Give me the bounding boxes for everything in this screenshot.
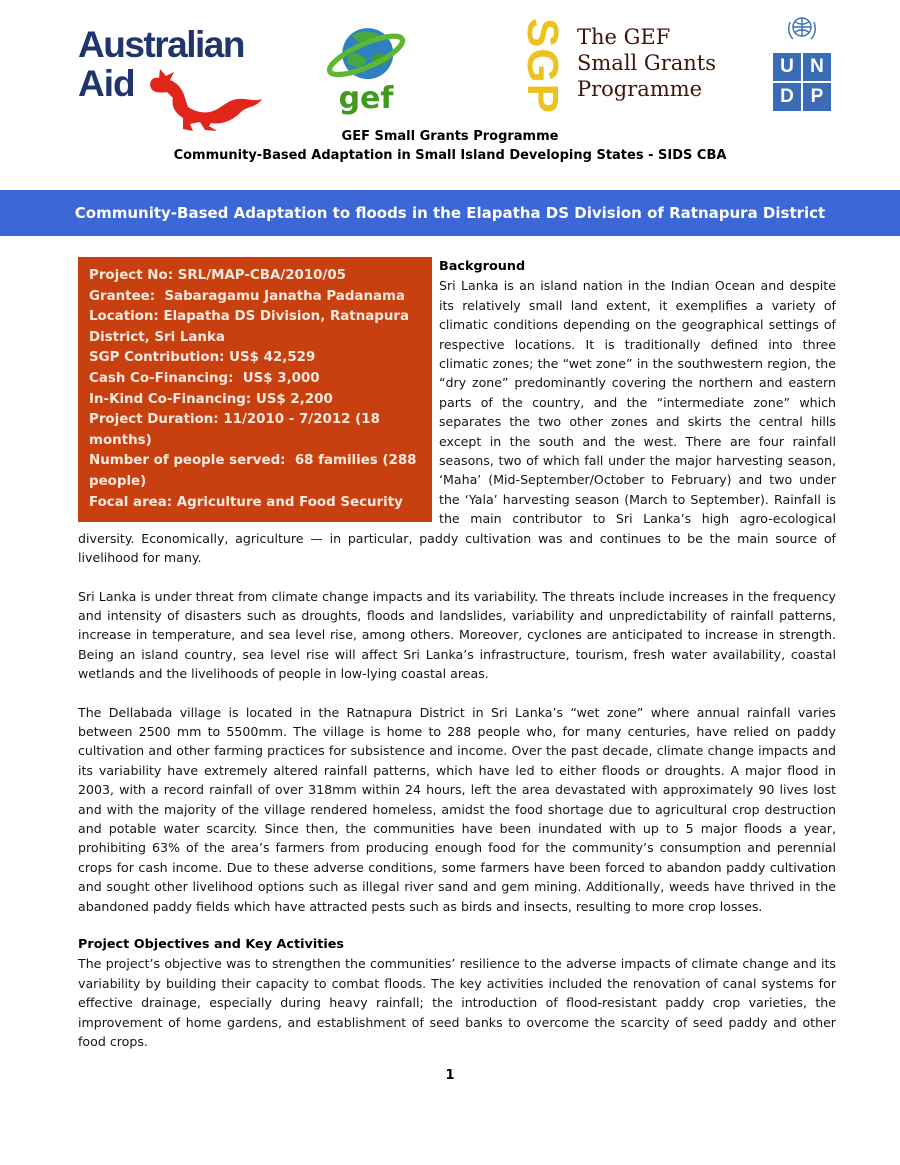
un-emblem-icon bbox=[784, 12, 820, 48]
banner-title: Community-Based Adaptation to floods in the Elapatha DS Division of Ratnapura District bbox=[74, 204, 826, 222]
undp-letter-grid bbox=[770, 53, 834, 111]
programme-title bbox=[0, 127, 900, 165]
page-number: 1 bbox=[445, 1068, 455, 1083]
undp-letter-u: U bbox=[773, 53, 801, 81]
undp-letter-p: P bbox=[803, 83, 831, 111]
kangaroo-icon bbox=[145, 66, 265, 132]
background-heading: Background bbox=[439, 259, 526, 274]
australian-aid-logo bbox=[78, 26, 265, 132]
sgp-wordmark-line3: Programme bbox=[577, 77, 703, 101]
sgp-wordmark-line2: Small Grants bbox=[577, 51, 717, 75]
background-paragraph-1: Sri Lanka is an island nation in the Indian Ocean and despite its relatively small land extent, it exemplifies a variety of climatic conditions depending on the geographical settings of respective locations. It is traditionally defined into three climatic zones; the “wet zone” in the southwestern region, the “dry zone” predominantly covering the northern and eastern parts of the country, and the “intermediate zone” which separates the two other zones and skirts the central hills except in the south and the west. There are four rainfall seasons, two of which fall under the major harvesting season, ‘Maha’ (Mid-September/October to February) and two under the ‘Yala’ harvesting season (March to September). Rainfall is the main contributor to Sri Lanka’s high agro-ecological diversity. Economically, agriculture — in particular, paddy cultivation was and continues to be the main source of livelihood for many. bbox=[78, 278, 836, 566]
australian-aid-wordmark-line1: Australian bbox=[78, 24, 244, 65]
location-line: Location: Elapatha DS Division, Ratnapura District, Sri Lanka bbox=[89, 309, 414, 345]
title-banner bbox=[0, 190, 900, 236]
background-paragraph-2: Sri Lanka is under threat from climate change impacts and its variability. The threats include increases in the frequency and intensity of disasters such as droughts, floods and landslides, variability and unpredictability of rainfall patterns, increase in temperature, and sea level rise, among others. Moreover, cyclones are anticipated to increase in strength. Being an island country, sea level rise will affect Sri Lanka’s infrastructure, tourism, fresh water availability, coastal wetlands and the livelihoods of people in low-lying coastal areas. bbox=[78, 588, 836, 682]
project-no-line: Project No: SRL/MAP-CBA/2010/05 bbox=[89, 268, 346, 283]
objectives-heading: Project Objectives and Key Activities bbox=[78, 937, 345, 952]
undp-logo bbox=[770, 12, 834, 111]
grantee-line: Grantee: Sabaragamu Janatha Padanama bbox=[89, 288, 406, 304]
undp-letter-d: D bbox=[773, 83, 801, 111]
programme-title-line2: Community-Based Adaptation in Small Island Developing States - SIDS CBA bbox=[173, 148, 727, 163]
inkind-cofinancing-line: In-Kind Co-Financing: US$ 2,200 bbox=[89, 391, 333, 407]
programme-title-line1: GEF Small Grants Programme bbox=[341, 129, 559, 144]
project-info-box bbox=[78, 257, 432, 522]
people-served-line: Number of people served: 68 families (288 people) bbox=[89, 453, 422, 489]
cash-cofinancing-line: Cash Co-Financing: US$ 3,000 bbox=[89, 370, 320, 386]
sgp-wordmark-line1: The GEF bbox=[577, 25, 671, 49]
objectives-paragraph: The project’s objective was to strengthen the communities’ resilience to the adverse impacts of climate change and its variability by building their capacity to combat floods. The key activities included the renovation of canal systems for effective drainage, especially during heavy rainfall; the introduction of flood-resistant paddy crop varieties, the improvement of home gardens, and establishment of seed banks to overcome the scarcity of seed paddy and other food crops. bbox=[78, 956, 836, 1050]
project-duration-line: Project Duration: 11/2010 - 7/2012 (18 months) bbox=[89, 412, 385, 448]
sgp-wordmark bbox=[577, 24, 767, 102]
undp-letter-n: N bbox=[803, 53, 831, 81]
gef-logo bbox=[322, 18, 410, 116]
document-body bbox=[78, 257, 836, 1070]
background-paragraph-3: The Dellabada village is located in the Ratnapura District in Sri Lanka’s “wet zone” where annual rainfall varies between 2500 mm to 5500mm. The village is home to 288 people who, for many centuries, have relied on paddy cultivation and other farming practices for subsistence and income. Over the past decade, climate change impacts and its variability have extremely altered rainfall patterns, which have led to either floods or droughts. A major flood in 2003, with a record rainfall of over 318mm within 24 hours, left the area devastated with approximately 90 lives lost and with the majority of the village rendered homeless, amidst the food shortage due to agricultural crop destruction and potable water scarcity. Since then, the communities have been inundated with up to 5 major floods a year, prohibiting 63% of the area’s farmers from producing enough food for the community’s consumption and perennial crops for cash income. Due to these adverse conditions, some farmers have been forced to abandon paddy cultivation and sought other livelihood options such as illegal river sand and gem mining. Additionally, weeds have thrived in the abandoned paddy fields which have attracted pests such as birds and insects, resulting to more crop losses. bbox=[78, 704, 836, 914]
gef-wordmark: gef bbox=[338, 81, 394, 116]
focal-area-line: Focal area: Agriculture and Food Security bbox=[89, 494, 403, 510]
sgp-acronym-vertical: SGP bbox=[518, 18, 567, 114]
australian-aid-wordmark-line2: Aid bbox=[78, 63, 135, 104]
sgp-contribution-line: SGP Contribution: US$ 42,529 bbox=[89, 350, 316, 366]
